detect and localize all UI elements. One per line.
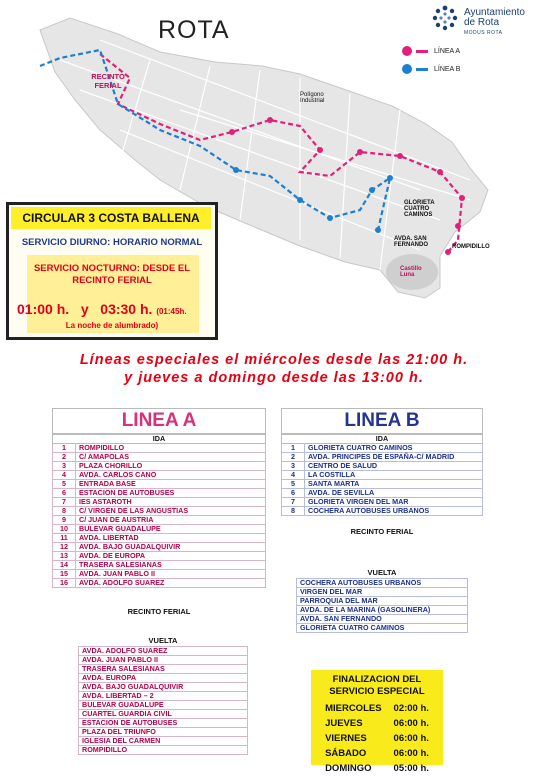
stop-name: C/ JUAN DE AUSTRIA bbox=[76, 516, 266, 525]
stop-number: 1 bbox=[53, 444, 76, 453]
stop-name: ESTACION DE AUTOBUSES bbox=[79, 719, 248, 728]
linea-a-vuelta-header: VUELTA bbox=[148, 636, 178, 645]
stop-name: PARROQUIA DEL MAR bbox=[297, 597, 468, 606]
city-logo bbox=[430, 4, 548, 40]
stop-number: 1 bbox=[282, 444, 305, 453]
label-recinto-ferial: RECINTO FERIAL bbox=[91, 72, 125, 90]
stop-name: AVDA. CARLOS CANO bbox=[76, 471, 266, 480]
stop-number: 8 bbox=[53, 507, 76, 516]
stop-number: 15 bbox=[53, 570, 76, 579]
stop-name: C/ AMAPOLAS bbox=[76, 453, 266, 462]
legend-label: LÍNEA B bbox=[434, 65, 461, 73]
stop-row bbox=[79, 746, 248, 755]
finalization-box bbox=[311, 670, 443, 774]
finalization-day: DOMINGO bbox=[325, 763, 372, 774]
finalization-time: 06:00 h. bbox=[393, 718, 429, 729]
stop-number: 11 bbox=[53, 534, 76, 543]
special-lines-line1: Líneas especiales el miércoles desde las 21:00 h. bbox=[79, 352, 469, 368]
stop-name: GLORIETA CUATRO CAMINOS bbox=[297, 624, 468, 633]
stop-name: AVDA. EUROPA bbox=[79, 674, 248, 683]
finalization-day: VIERNES bbox=[325, 733, 367, 744]
linea-a-ida-table bbox=[52, 434, 266, 588]
stop-number: 7 bbox=[53, 498, 76, 507]
stop-name: AVDA. DE SEVILLA bbox=[305, 489, 483, 498]
stop-number: 2 bbox=[53, 453, 76, 462]
linea-a-line-icon bbox=[416, 50, 428, 53]
stop-number: 2 bbox=[282, 453, 305, 462]
stop-name: AVDA. DE EUROPA bbox=[76, 552, 266, 561]
linea-b-title-box bbox=[281, 408, 483, 434]
stop-name: AVDA. BAJO GUADALQUIVIR bbox=[79, 683, 248, 692]
stop-name: TRASERA SALESIANAS bbox=[79, 665, 248, 674]
legend-item-linea-a bbox=[402, 42, 460, 60]
stop-name: TRASERA SALESIANAS bbox=[76, 561, 266, 570]
stop-name: AVDA. JUAN PABLO II bbox=[76, 570, 266, 579]
stop-number: 5 bbox=[282, 480, 305, 489]
finalization-row bbox=[319, 761, 435, 776]
finalization-heading: FINALIZACION DEL SERVICIO ESPECIAL bbox=[329, 674, 425, 697]
linea-a-title-box bbox=[52, 408, 266, 434]
logo-subtitle: MODUS ROTA bbox=[464, 30, 503, 36]
finalization-row bbox=[319, 716, 435, 731]
linea-b-ida-table bbox=[281, 434, 483, 516]
stop-name: BULEVAR GUADALUPE bbox=[79, 701, 248, 710]
linea-b-title: LINEA B bbox=[344, 410, 420, 431]
stop-name: ROMPIDILLO bbox=[76, 444, 266, 453]
linea-a-ida-end: RECINTO FERIAL bbox=[127, 607, 191, 616]
stop-number: 14 bbox=[53, 561, 76, 570]
finalization-time: 06:00 h. bbox=[393, 733, 429, 744]
map-title: ROTA bbox=[158, 16, 230, 44]
linea-b-vuelta-header: VUELTA bbox=[367, 568, 397, 577]
stop-name: AVDA. ADOLFO SUAREZ bbox=[76, 579, 266, 588]
finalization-row bbox=[319, 701, 435, 716]
label-rompidillo: ROMPIDILLO bbox=[452, 244, 490, 250]
stop-number: 12 bbox=[53, 543, 76, 552]
stop-name: VIRGEN DEL MAR bbox=[297, 588, 468, 597]
stop-name: GLORIETA VIRGEN DEL MAR bbox=[305, 498, 483, 507]
alumbrado-note: La noche de alumbrado) bbox=[65, 321, 159, 330]
stop-number: 4 bbox=[53, 471, 76, 480]
stop-name: C/ VIRGEN DE LAS ANGUSTIAS bbox=[76, 507, 266, 516]
label-avda-san-fernando: AVDA. SAN FERNANDO bbox=[394, 236, 428, 248]
stop-row bbox=[53, 579, 266, 588]
finalization-time: 05:00 h. bbox=[393, 763, 429, 774]
linea-b-marker-icon bbox=[402, 64, 412, 74]
stop-name: SANTA MARTA bbox=[305, 480, 483, 489]
stop-name: AVDA. BAJO GUADALQUIVIR bbox=[76, 543, 266, 552]
finalization-time: 06:00 h. bbox=[393, 748, 429, 759]
stop-number: 4 bbox=[282, 471, 305, 480]
stop-name: IES ASTAROTH bbox=[76, 498, 266, 507]
stop-name: AVDA. SAN FERNANDO bbox=[297, 615, 468, 624]
stop-row bbox=[297, 624, 468, 633]
stop-name: AVDA. DE LA MARINA (GASOLINERA) bbox=[297, 606, 468, 615]
stop-number: 7 bbox=[282, 498, 305, 507]
logo-name: Ayuntamiento de Rota bbox=[464, 7, 525, 28]
linea-b-ida-end: RECINTO FERIAL bbox=[350, 527, 414, 536]
linea-a-title: LINEA A bbox=[121, 410, 197, 431]
stop-name: LA COSTILLA bbox=[305, 471, 483, 480]
stop-name: ROMPIDILLO bbox=[79, 746, 248, 755]
linea-b-vuelta-table bbox=[296, 578, 468, 633]
linea-b-line-icon bbox=[416, 68, 428, 71]
stop-number: 8 bbox=[282, 507, 305, 516]
stop-name: AVDA. LIBERTAD bbox=[76, 534, 266, 543]
map-legend bbox=[402, 42, 460, 78]
linea-a-ida-header: IDA bbox=[53, 435, 266, 444]
stop-name: AVDA. LIBERTAD – 2 bbox=[79, 692, 248, 701]
night-times: 01:00 h. y 03:30 h. (01:45h. bbox=[17, 301, 187, 317]
stop-number: 5 bbox=[53, 480, 76, 489]
stop-number: 9 bbox=[53, 516, 76, 525]
stop-number: 6 bbox=[53, 489, 76, 498]
linea-a-vuelta-table bbox=[78, 646, 248, 755]
finalization-day: SÁBADO bbox=[325, 748, 367, 759]
linea-b-ida-header: IDA bbox=[282, 435, 483, 444]
special-lines-line2: y jueves a domingo desde las 13:00 h. bbox=[124, 370, 424, 386]
stop-name: CUARTEL GUARDIA CIVIL bbox=[79, 710, 248, 719]
label-poligono: Polígono Industrial bbox=[300, 92, 325, 104]
stop-number: 10 bbox=[53, 525, 76, 534]
stop-name: PLAZA CHORILLO bbox=[76, 462, 266, 471]
circular-info-box bbox=[6, 202, 218, 340]
legend-item-linea-b bbox=[402, 60, 460, 78]
stop-name: AVDA. JUAN PABLO II bbox=[79, 656, 248, 665]
stop-name: COCHERA AUTOBUSES URBANOS bbox=[297, 579, 468, 588]
stop-number: 16 bbox=[53, 579, 76, 588]
stop-number: 6 bbox=[282, 489, 305, 498]
finalization-row bbox=[319, 746, 435, 761]
stop-name: BULEVAR GUADALUPE bbox=[76, 525, 266, 534]
finalization-row bbox=[319, 731, 435, 746]
legend-label: LÍNEA A bbox=[434, 47, 461, 55]
stop-name: PLAZA DEL TRIUNFO bbox=[79, 728, 248, 737]
linea-a-marker-icon bbox=[402, 46, 412, 56]
finalization-day: JUEVES bbox=[325, 718, 363, 729]
stop-number: 13 bbox=[53, 552, 76, 561]
stop-name: AVDA. ADOLFO SUAREZ bbox=[79, 647, 248, 656]
stop-name: AVDA. PRINCIPES DE ESPAÑA-C/ MADRID bbox=[305, 453, 483, 462]
stop-number: 3 bbox=[53, 462, 76, 471]
stop-name: GLORIETA CUATRO CAMINOS bbox=[305, 444, 483, 453]
stop-name: COCHERA AUTOBUSES URBANOS bbox=[305, 507, 483, 516]
label-castillo: Castillo Luna bbox=[400, 266, 422, 278]
finalization-time: 02:00 h. bbox=[393, 703, 429, 714]
night-service-text: SERVICIO NOCTURNO: DESDE EL RECINTO FERIAL bbox=[33, 263, 191, 286]
label-glorieta: GLORIETA CUATRO CAMINOS bbox=[404, 200, 435, 218]
finalization-day: MIERCOLES bbox=[325, 703, 382, 714]
stop-name: ENTRADA BASE bbox=[76, 480, 266, 489]
stop-name: CENTRO DE SALUD bbox=[305, 462, 483, 471]
stop-name: ESTACION DE AUTOBUSES bbox=[76, 489, 266, 498]
stop-number: 3 bbox=[282, 462, 305, 471]
stop-name: IGLESIA DEL CARMEN bbox=[79, 737, 248, 746]
day-service-text: SERVICIO DIURNO: HORARIO NORMAL bbox=[21, 237, 203, 248]
info-heading: CIRCULAR 3 COSTA BALLENA bbox=[11, 207, 211, 229]
logo-emblem-icon bbox=[430, 4, 460, 34]
stop-row bbox=[282, 507, 483, 516]
